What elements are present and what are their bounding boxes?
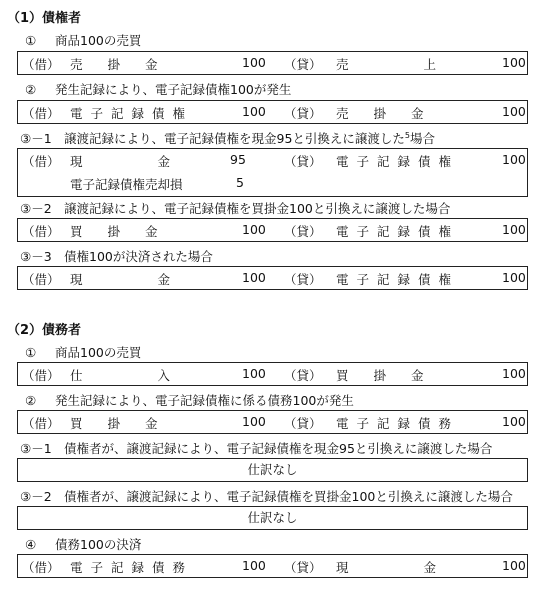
- credit-tag: （貸）: [284, 57, 322, 72]
- credit-amount: 100: [502, 366, 526, 381]
- debit-tag: （借）: [22, 560, 60, 575]
- case-text-suffix: 場合: [410, 131, 436, 146]
- case-number: ③－2: [20, 201, 52, 216]
- credit-amount: 100: [502, 558, 526, 573]
- case-text: 発生記録により、電子記録債権に係る債務100が発生: [55, 393, 354, 408]
- case-caption: [25, 391, 354, 409]
- case-number: ④: [25, 537, 37, 552]
- credit-tag: （貸）: [284, 224, 322, 239]
- case-caption: [20, 247, 213, 265]
- credit-tag: （貸）: [284, 416, 322, 431]
- credit-tag: （貸）: [284, 560, 322, 575]
- credit-tag: （貸）: [284, 106, 322, 121]
- case-text: 債権者が、譲渡記録により、電子記録債権を現金95と引換えに譲渡した場合: [64, 441, 493, 456]
- debit-amount: 100: [242, 414, 266, 429]
- journal-entry-box: [17, 410, 528, 434]
- journal-row: [18, 555, 527, 577]
- credit-amount: 100: [502, 55, 526, 70]
- case-number: ③－2: [20, 489, 52, 504]
- debit-tag: （借）: [22, 368, 60, 383]
- debit-account: 電子記録債権: [70, 106, 194, 121]
- credit-account: 電子記録債務: [336, 416, 460, 431]
- case-number: ①: [25, 345, 37, 360]
- debit-tag: （借）: [22, 272, 60, 287]
- credit-account: 電子記録債権: [336, 154, 460, 169]
- debit-account: 売 掛 金: [70, 57, 158, 72]
- credit-account: 売 上: [336, 57, 437, 72]
- journal-row: [18, 101, 527, 123]
- case-number: ③－1: [20, 441, 52, 456]
- case-number: ③－1: [20, 131, 52, 146]
- case-caption: [20, 487, 513, 505]
- case-number: ①: [25, 33, 37, 48]
- debit-amount: 95: [230, 152, 246, 167]
- case-text: 発生記録により、電子記録債権100が発生: [55, 82, 292, 97]
- debit-amount: 100: [242, 55, 266, 70]
- journal-entry-box: [17, 266, 528, 290]
- debit-account: 電子記録債権売却損: [70, 177, 183, 192]
- debit-amount: 100: [242, 558, 266, 573]
- debit-amount: 100: [242, 222, 266, 237]
- credit-amount: 100: [502, 152, 526, 167]
- journal-entry-box: [17, 506, 528, 530]
- case-text: 債権者が、譲渡記録により、電子記録債権を買掛金100と引換えに譲渡した場合: [64, 489, 513, 504]
- case-text: 債権100が決済された場合: [64, 249, 213, 264]
- journal-row: [18, 172, 527, 196]
- case-caption: [20, 199, 450, 217]
- journal-entry-box: [17, 458, 528, 482]
- credit-amount: 100: [502, 222, 526, 237]
- journal-row: [18, 411, 527, 433]
- case-caption: [25, 31, 141, 49]
- credit-amount: 100: [502, 414, 526, 429]
- credit-amount: 100: [502, 104, 526, 119]
- credit-account: 現 金: [336, 560, 437, 575]
- debit-tag: （借）: [22, 224, 60, 239]
- case-caption: [25, 80, 291, 98]
- section-heading-creditor: （1）債権者: [7, 11, 82, 26]
- debit-account: 買 掛 金: [70, 416, 158, 431]
- debit-tag: （借）: [22, 106, 60, 121]
- credit-account: 売 掛 金: [336, 106, 424, 121]
- debit-account: 電子記録債務: [70, 560, 194, 575]
- debit-account: 現 金: [70, 154, 171, 169]
- credit-account: 電子記録債権: [336, 224, 460, 239]
- journal-entry-box: [17, 51, 528, 75]
- debit-account: 現 金: [70, 272, 171, 287]
- debit-account: 仕 入: [70, 368, 171, 383]
- journal-row: [18, 219, 527, 241]
- no-entry-text: 仕訳なし: [247, 510, 298, 525]
- journal-entry-box: [17, 218, 528, 242]
- section-heading-debtor: （2）債務者: [7, 323, 82, 338]
- case-number: ③－3: [20, 249, 52, 264]
- journal-entry-box: [17, 554, 528, 578]
- debit-tag: （借）: [22, 154, 60, 169]
- debit-amount: 100: [242, 270, 266, 285]
- case-caption: [25, 535, 141, 553]
- credit-amount: 100: [502, 270, 526, 285]
- case-text: 譲渡記録により、電子記録債権を買掛金100と引換えに譲渡した場合: [64, 201, 451, 216]
- journal-row: [18, 267, 527, 289]
- no-entry-text: 仕訳なし: [247, 462, 298, 477]
- case-number: ②: [25, 82, 37, 97]
- case-text: 譲渡記録により、電子記録債権を現金95と引換えに譲渡した: [64, 131, 405, 146]
- journal-row: [18, 52, 527, 74]
- debit-amount: 100: [242, 366, 266, 381]
- debit-tag: （借）: [22, 416, 60, 431]
- credit-tag: （貸）: [284, 368, 322, 383]
- debit-amount: 100: [242, 104, 266, 119]
- debit-amount: 5: [236, 175, 244, 190]
- journal-entry-box: [17, 148, 528, 197]
- case-caption: [20, 439, 492, 457]
- footnote-marker: 5: [404, 131, 411, 140]
- case-caption: [20, 129, 435, 147]
- credit-tag: （貸）: [284, 272, 322, 287]
- journal-row: [18, 149, 527, 172]
- credit-tag: （貸）: [284, 154, 322, 169]
- case-text: 商品100の売買: [55, 33, 142, 48]
- debit-account: 買 掛 金: [70, 224, 158, 239]
- credit-account: 買 掛 金: [336, 368, 424, 383]
- debit-tag: （借）: [22, 57, 60, 72]
- case-text: 債務100の決済: [55, 537, 142, 552]
- case-caption: [25, 343, 141, 361]
- case-text: 商品100の売買: [55, 345, 142, 360]
- credit-account: 電子記録債権: [336, 272, 460, 287]
- journal-entry-box: [17, 100, 528, 124]
- case-number: ②: [25, 393, 37, 408]
- journal-entry-box: [17, 362, 528, 386]
- journal-row: [18, 363, 527, 385]
